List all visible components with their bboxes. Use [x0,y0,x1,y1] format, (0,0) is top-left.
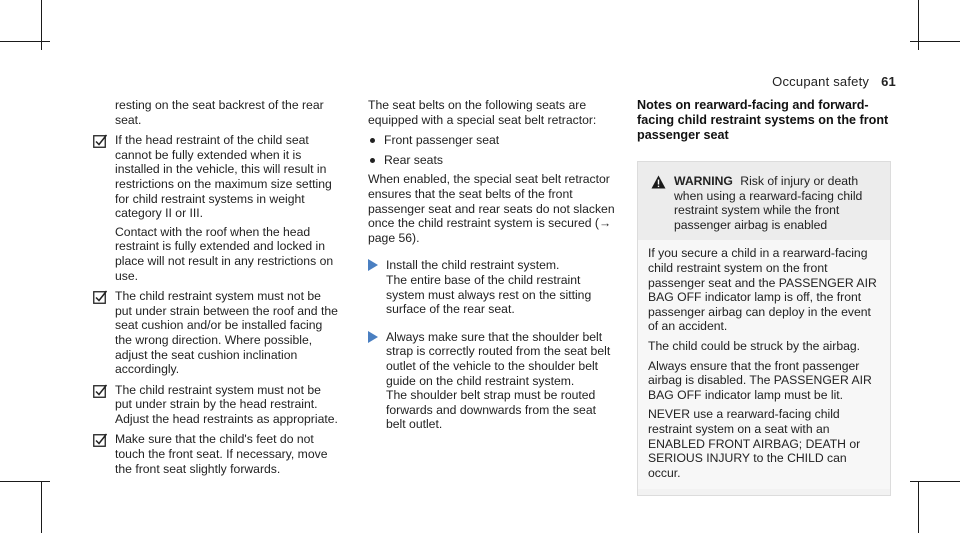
warning-triangle-icon [651,175,666,189]
warning-paragraph: If you secure a child in a rearward-facing child restraint system on the front passenger seat and the PASSENGER AIR BAG OFF indicator lamp is off, the front passenger airbag can deploy in the event of an accident. [648,246,877,334]
step-subtext: The shoulder belt strap must be routed forwards and downwards from the seat belt outlet. [386,388,596,432]
checkmark-icon [93,433,107,447]
warning-paragraph: The child could be struck by the airbag. [648,338,861,353]
column-2 [368,98,618,432]
step-subtext: The entire base of the child restraint system must always rest on the sitting surface of the rear seat. [386,272,592,317]
paragraph: The seat belts on the following seats are equipped with a special seat belt retractor: [368,98,597,127]
bullet-text: Rear seats [384,152,443,167]
paragraph: When enabled, the special seat belt retractor ensures that the seat belts of the front passenger seat and rear seats do not slacken once the child restraint system is secured (→ page 56). [368,172,615,245]
bullet-icon [370,138,375,143]
crop-mark [0,481,50,482]
bullet-text: Front passenger seat [384,133,500,148]
page-header [772,74,896,89]
warning-header [638,162,890,240]
instruction-step [368,258,618,316]
warning-label: WARNING [674,174,733,188]
warning-body [638,240,890,489]
bullet-item [368,153,618,168]
bullet-icon [370,158,375,163]
crop-mark [41,481,42,533]
paragraph: resting on the seat backrest of the rear seat. [115,98,324,127]
column-3 [637,98,891,496]
checkmark-icon [93,290,107,304]
crop-mark [918,0,919,50]
check-text: The child restraint system must not be put under strain by the head restraint. Adjust the head restraints as appropriate. [115,382,338,426]
check-list-item [93,432,341,476]
crop-mark [918,481,919,533]
check-list-item [93,133,341,283]
warning-paragraph: Always ensure that the front passenger airbag is disabled. The PASSENGER AIR BAG OFF indicator lamp must be lit. [648,358,872,402]
warning-paragraph: NEVER use a rearward-facing child restraint system on a seat with an ENABLED FRONT AIRBAG; DEATH or SERIOUS INJURY to the CHILD can occur. [648,407,861,480]
step-arrow-icon [368,259,378,271]
page-number: 61 [881,74,896,89]
check-list-item [93,289,341,377]
step-text: Install the child restraint system. [386,258,560,273]
section-heading: Notes on rearward-facing and forward-facing child restraint systems on the front passenger seat [637,98,889,142]
check-text: Make sure that the child's feet do not touch the front seat. If necessary, move the front seat slightly forwards. [115,432,328,476]
check-subtext: Contact with the roof when the head restraint is fully extended and locked in place will not result in any restrictions on use. [115,224,334,283]
section-title: Occupant safety [772,74,870,89]
checkmark-icon [93,134,107,148]
warning-box [637,161,891,496]
warning-text: Risk of injury or death when using a rearward-facing child restraint system while the front passenger airbag is enabled [674,174,863,232]
column-1 [93,98,341,482]
check-list-item [93,383,341,427]
crop-mark [41,0,42,50]
step-arrow-icon [368,331,378,343]
crop-mark [0,41,50,42]
step-text: Always make sure that the shoulder belt strap is correctly routed from the seat belt outlet of the vehicle to the shoulder belt guide on the child restraint system. [386,329,611,388]
instruction-step [368,330,618,432]
checkmark-icon [93,384,107,398]
check-text: The child restraint system must not be put under strain between the roof and the seat cushion and/or be installed facing the wrong direction. Where possible, adjust the seat cushion inclination accordingly. [115,289,338,377]
bullet-item [368,133,618,148]
check-text: If the head restraint of the child seat cannot be fully extended when it is installed in the vehicle, this will result in restrictions on the maximum size setting for child restraint systems in weight category II or III. [115,133,332,221]
